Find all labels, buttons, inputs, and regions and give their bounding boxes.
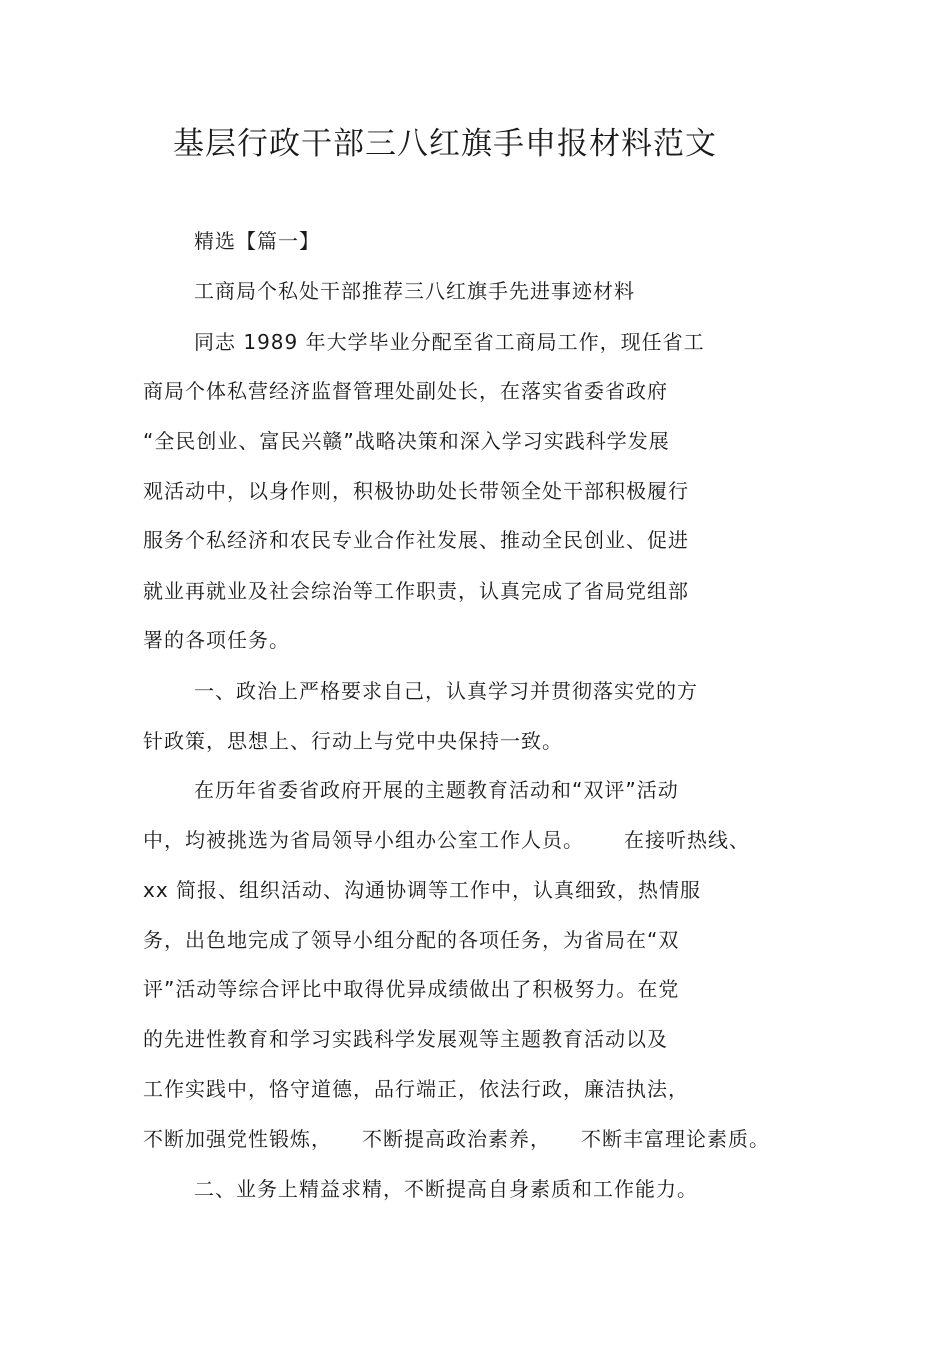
paragraph-2-line: 一、政治上严格要求自己，认真学习并贯彻落实党的方 [194, 679, 698, 703]
paragraph-3-line: 务，出色地完成了领导小组分配的各项任务，为省局在“双 [143, 928, 680, 952]
paragraph-3-fragment: 不断提高政治素养， [362, 1127, 551, 1151]
paragraph-1-line: 同志 1989 年大学毕业分配至省工商局工作，现任省工 [194, 330, 705, 354]
paragraph-3-line: 工作实践中，恪守道德，品行端正，依法行政，廉洁执法， [143, 1077, 689, 1101]
paragraph-3-line: 评”活动等综合评比中取得优异成绩做出了积极努力。在党 [143, 977, 680, 1001]
paragraph-3-fragment: 不断加强党性锻炼， [143, 1127, 332, 1151]
paragraph-3-line: xx 简报、组织活动、沟通协调等工作中，认真细致，热情服 [143, 878, 702, 902]
document-title: 基层行政干部三八红旗手申报材料范文 [173, 126, 717, 162]
document-subtitle: 工商局个私处干部推荐三八红旗手先进事迹材料 [194, 279, 635, 303]
paragraph-4-line: 二、业务上精益求精，不断提高自身素质和工作能力。 [194, 1177, 698, 1201]
paragraph-3-line [143, 1124, 770, 1154]
section-label: 精选【篇一】 [194, 229, 320, 253]
paragraph-3-line: 在历年省委省政府开展的主题教育活动和“双评”活动 [194, 778, 679, 802]
paragraph-3-line [143, 825, 750, 855]
paragraph-1-line: 观活动中，以身作则，积极协助处长带领全处干部积极履行 [143, 479, 689, 503]
paragraph-1-line: 就业再就业及社会综治等工作职责，认真完成了省局党组部 [143, 579, 689, 603]
paragraph-3-fragment: 不断丰富理论素质。 [581, 1127, 770, 1151]
paragraph-3-line: 的先进性教育和学习实践科学发展观等主题教育活动以及 [143, 1027, 668, 1051]
paragraph-2-line: 针政策，思想上、行动上与党中央保持一致。 [143, 729, 563, 753]
paragraph-1-line: 服务个私经济和农民专业合作社发展、推动全民创业、促进 [143, 528, 689, 552]
paragraph-3-fragment: 中，均被挑选为省局领导小组办公室工作人员。 [143, 828, 584, 852]
paragraph-3-fragment: 在接听热线、 [624, 828, 750, 852]
paragraph-1-line: “全民创业、富民兴赣”战略决策和深入学习实践科学发展 [143, 429, 670, 453]
paragraph-1-line: 商局个体私营经济监督管理处副处长，在落实省委省政府 [143, 379, 668, 403]
paragraph-1-line: 署的各项任务。 [143, 628, 290, 652]
